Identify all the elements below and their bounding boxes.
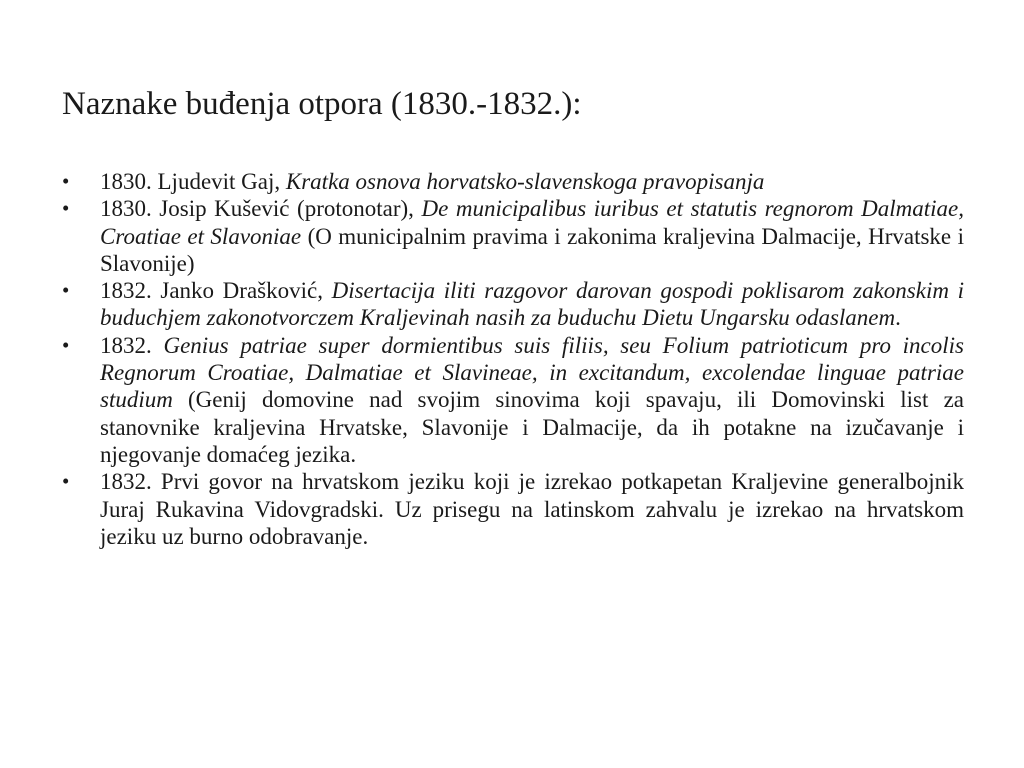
bullet-text-part-italic: Genius patriae super dormientibus suis filiis, seu Folium patrioticum pro incolis Regnorum Croatiae, Dalmatiae et Slavineae, in excitandum, excolendae linguae patriae studium bbox=[100, 332, 964, 413]
bullet-item bbox=[62, 277, 964, 332]
bullet-text-part: . bbox=[895, 305, 901, 331]
bullet-text-part-italic: Kratka osnova horvatsko-slavenskoga pravopisanja bbox=[285, 169, 765, 194]
bullet-text bbox=[100, 169, 764, 194]
bullet-dot-icon: • bbox=[62, 169, 70, 193]
bullet-text bbox=[100, 469, 964, 549]
bullet-text-part: (Genij domovine nad svojim sinovima koji spavaju, ili Domovinski list za stanovnike kraljevina Hrvatske, Slavonije i Dalmacije, da ih potakne na izučavanje i njegovanje domaćeg jezika. bbox=[100, 387, 964, 467]
bullet-text-part: 1830. Ljudevit Gaj, bbox=[100, 169, 286, 194]
bullet-item bbox=[62, 195, 964, 277]
bullet-dot-icon: • bbox=[62, 332, 70, 357]
bullet-item bbox=[62, 468, 964, 550]
bullet-text bbox=[100, 278, 964, 330]
bullet-text-part: 1830. Josip Kušević (protonotar), bbox=[100, 196, 422, 222]
bullet-text-part: (O municipalnim pravima i zakonima kraljevina Dalmacije, Hrvatske i Slavonije) bbox=[100, 223, 964, 276]
bullet-list bbox=[62, 168, 964, 550]
bullet-item bbox=[62, 332, 964, 468]
slide-title: Naznake buđenja otpora (1830.-1832.): bbox=[62, 86, 582, 122]
bullet-dot-icon: • bbox=[62, 469, 70, 494]
bullet-dot-icon: • bbox=[62, 278, 70, 303]
bullet-dot-icon: • bbox=[62, 196, 70, 221]
bullet-text-part-italic: De municipalibus iuribus et statutis regnorom Dalmatiae, Croatiae et Slavoniae bbox=[100, 196, 964, 249]
bullet-text-part: 1832. bbox=[100, 332, 164, 358]
bullet-text-part: 1832. Janko Drašković, bbox=[100, 278, 332, 304]
bullet-text-part-italic: Disertacija iliti razgovor darovan gospodi poklisarom zakonskim i buduchjem zakonotvorczem Kraljevinah nasih za buduchu Dietu Ungarsku odaslanem bbox=[100, 278, 964, 331]
bullet-text bbox=[100, 333, 964, 467]
bullet-text-part: 1832. Prvi govor na hrvatskom jeziku koji je izrekao potkapetan Kraljevine generalbojnik Juraj Rukavina Vidovgradski. Uz prisegu na latinskom zahvalu je izrekao na hrvatskom jeziku uz burno odobravanje. bbox=[100, 469, 964, 549]
bullet-item bbox=[62, 168, 964, 195]
bullet-text bbox=[100, 196, 964, 276]
